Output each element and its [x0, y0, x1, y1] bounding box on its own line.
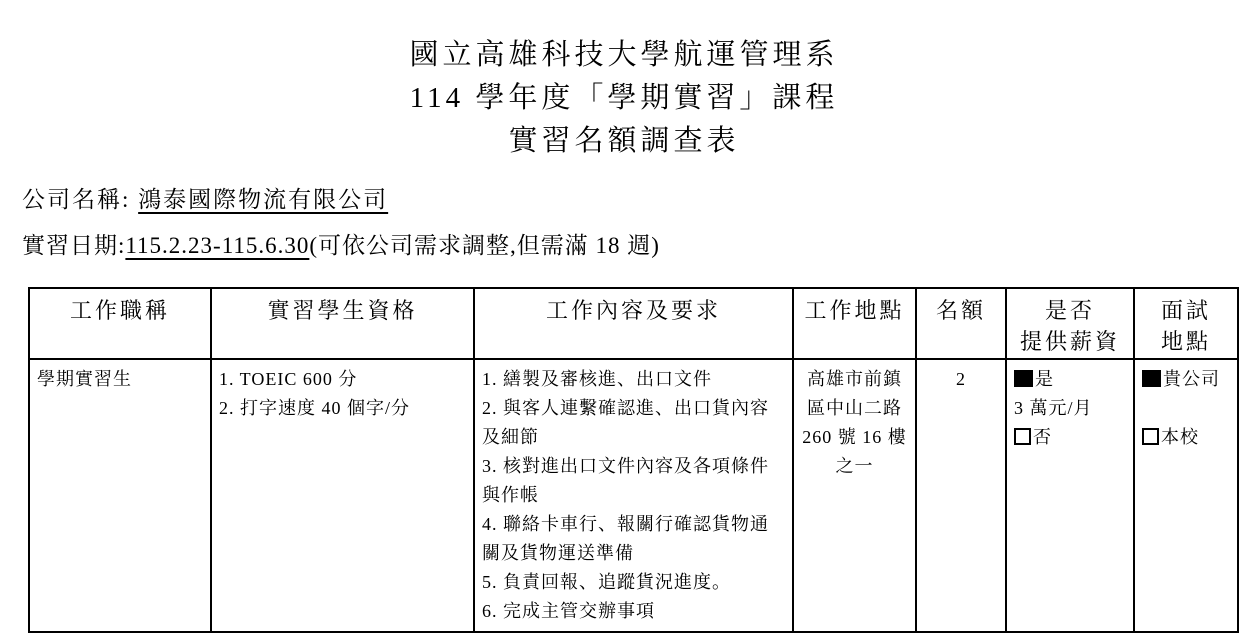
salary-amount: 3 萬元/月	[1014, 398, 1093, 418]
checkbox-unchecked-icon	[1142, 428, 1159, 445]
col-header-qualifications: 實習學生資格	[211, 288, 474, 359]
cell-salary	[1006, 359, 1134, 632]
cell-job-title: 學期實習生	[29, 359, 211, 632]
salary-no-label: 否	[1033, 427, 1052, 447]
duty-item: 1. 繕製及審核進、出口文件	[482, 369, 712, 389]
table-header-row	[29, 288, 1238, 359]
checkbox-checked-icon	[1142, 370, 1161, 387]
checkbox-unchecked-icon	[1014, 428, 1031, 445]
duty-item: 2. 與客人連繫確認進、出口貨內容及細節	[482, 398, 769, 447]
cell-duties	[474, 359, 793, 632]
qualification-item: 2. 打字速度 40 個字/分	[219, 398, 411, 418]
interview-school-label: 本校	[1161, 427, 1199, 447]
cell-qualifications	[211, 359, 474, 632]
company-name-row	[22, 181, 388, 214]
interview-school-option[interactable]	[1142, 423, 1230, 452]
col-header-interview-line2: 地點	[1160, 329, 1211, 354]
salary-no-option[interactable]	[1014, 423, 1126, 452]
internship-date-label: 實習日期:	[22, 233, 126, 258]
salary-yes-label: 是	[1035, 369, 1054, 389]
interview-company-option[interactable]	[1142, 365, 1230, 394]
company-name-value: 鴻泰國際物流有限公司	[138, 187, 389, 212]
duty-item: 6. 完成主管交辦事項	[482, 601, 655, 621]
col-header-quota: 名額	[916, 288, 1006, 359]
title-line-3: 實習名額調查表	[508, 125, 740, 157]
col-header-salary-line2: 提供薪資	[1019, 329, 1120, 354]
duty-item: 5. 負責回報、追蹤貨況進度。	[482, 572, 731, 592]
title-line-2: 114 學年度「學期實習」課程	[409, 82, 839, 114]
col-header-interview	[1134, 288, 1238, 359]
col-header-salary-line1: 是否	[1044, 298, 1095, 323]
internship-quota-table	[28, 287, 1239, 633]
cell-location: 高雄市前鎮區中山二路 260 號 16 樓之一	[793, 359, 916, 632]
internship-date-row	[22, 227, 660, 260]
interview-company-label: 貴公司	[1163, 369, 1220, 389]
internship-date-value: 115.2.23-115.6.30	[125, 233, 310, 258]
document-title-block	[0, 34, 1248, 163]
col-header-duties: 工作內容及要求	[474, 288, 793, 359]
duty-item: 4. 聯絡卡車行、報關行確認貨物通關及貨物運送準備	[482, 514, 769, 563]
cell-interview-location	[1134, 359, 1238, 632]
company-name-label: 公司名稱:	[22, 187, 139, 212]
col-header-interview-line1: 面試	[1160, 298, 1211, 323]
internship-date-note: (可依公司需求調整,但需滿 18 週)	[309, 233, 660, 258]
qualification-item: 1. TOEIC 600 分	[219, 369, 358, 389]
duty-item: 3. 核對進出口文件內容及各項條件與作帳	[482, 456, 769, 505]
title-line-1: 國立高雄科技大學航運管理系	[409, 39, 839, 71]
col-header-salary	[1006, 288, 1134, 359]
cell-quota: 2	[916, 359, 1006, 632]
col-header-location: 工作地點	[793, 288, 916, 359]
col-header-job-title: 工作職稱	[29, 288, 211, 359]
table-row	[29, 359, 1238, 632]
salary-yes-option[interactable]	[1014, 365, 1126, 394]
checkbox-checked-icon	[1014, 370, 1033, 387]
